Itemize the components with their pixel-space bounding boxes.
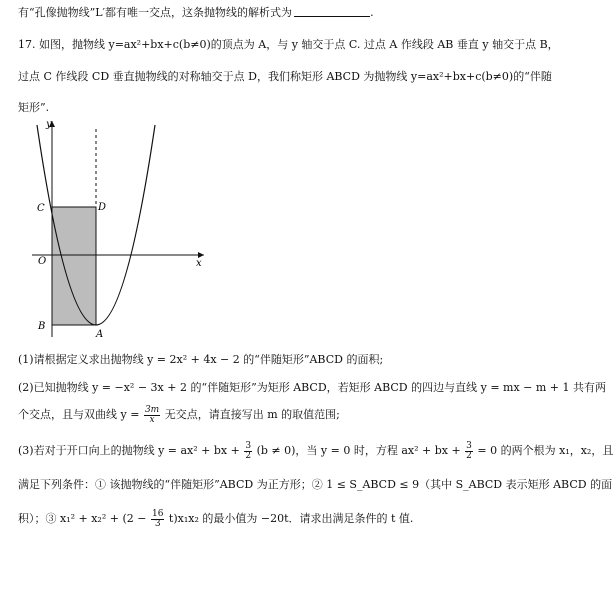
part-3-text-post: = 0 的两个根为 x₁，x₂，且: [477, 444, 613, 457]
fraction-numerator: 16: [151, 508, 164, 519]
fraction-denominator: 2: [245, 450, 252, 461]
part-3-text-mid: (b ≠ 0)，当 y = 0 时，方程 ax² + bx +: [256, 444, 461, 457]
parabola-figure: [28, 115, 208, 343]
q17-line-1: 17. 如图，抛物线 y=ax²+bx+c(b≠0)的顶点为 A，与 y 轴交于点 C. 过点 A 作线段 AB 垂直 y 轴交于点 B，: [18, 38, 559, 51]
part-3-line-1: [18, 440, 613, 462]
part-3-line-3-post: t)x₁x₂ 的最小值为 −20t．请求出满足条件的 t 值.: [168, 512, 414, 525]
part-3-text-pre: (3)若对于开口向上的抛物线 y = ax² + bx +: [18, 444, 240, 457]
part-3-line-3-pre: 积）；③ x₁² + x₂² + (2 −: [18, 512, 147, 525]
answer-blank: [294, 6, 370, 17]
q17-line-2: 过点 C 作线段 CD 垂直抛物线的对称轴交于点 D，我们称矩形 ABCD 为抛物线 y=ax²+bx+c(b≠0)的“伴随: [18, 70, 552, 83]
intro-line: [18, 6, 374, 20]
point-c-label: C: [37, 203, 45, 214]
fraction-3-over-2-a: [244, 442, 252, 461]
fraction-3m-over-x: [144, 406, 160, 425]
part-2-line-1: (2)已知抛物线 y = −x² − 3x + 2 的“伴随矩形”为矩形 ABCD，若矩形 ABCD 的四边与直线 y = mx − m + 1 共有两: [18, 381, 607, 394]
part-2-line-2: [18, 404, 340, 426]
x-axis-label: x: [196, 258, 202, 269]
fraction-numerator: 3: [466, 440, 472, 451]
part-2-text-pre: 个交点，且与双曲线 y =: [18, 408, 140, 421]
part-3-line-3: [18, 508, 413, 530]
origin-label: O: [38, 256, 47, 267]
fraction-numerator: 3m: [144, 404, 160, 415]
fraction-numerator: 3: [245, 440, 252, 451]
intro-period: .: [370, 6, 374, 19]
point-a-label: A: [96, 329, 104, 340]
part-2-text-post: 无交点，请直接写出 m 的取值范围;: [164, 408, 340, 421]
fraction-denominator: 2: [466, 450, 472, 461]
point-d-label: D: [98, 202, 107, 213]
rectangle-abcd: [52, 207, 96, 325]
q17-line-3: 矩形”.: [18, 101, 50, 114]
part-1: (1)请根据定义求出抛物线 y = 2x² + 4x − 2 的“伴随矩形”ABCD 的面积;: [18, 353, 384, 366]
point-b-label: B: [38, 321, 46, 332]
fraction-denominator: 3: [154, 518, 161, 529]
part-3-line-2: 满足下列条件：① 该抛物线的“伴随矩形”ABCD 为正方形；② 1 ≤ S_ABCD ≤ 9（其中 S_ABCD 表示矩形 ABCD 的面: [18, 478, 613, 491]
y-axis-label: y: [46, 119, 52, 130]
intro-text: 有“孔像抛物线”L′都有唯一交点，这条抛物线的解析式为: [18, 6, 293, 19]
fraction-denominator: x: [149, 414, 155, 425]
fraction-16-over-3: [151, 510, 164, 529]
fraction-3-over-2-b: [465, 442, 473, 461]
